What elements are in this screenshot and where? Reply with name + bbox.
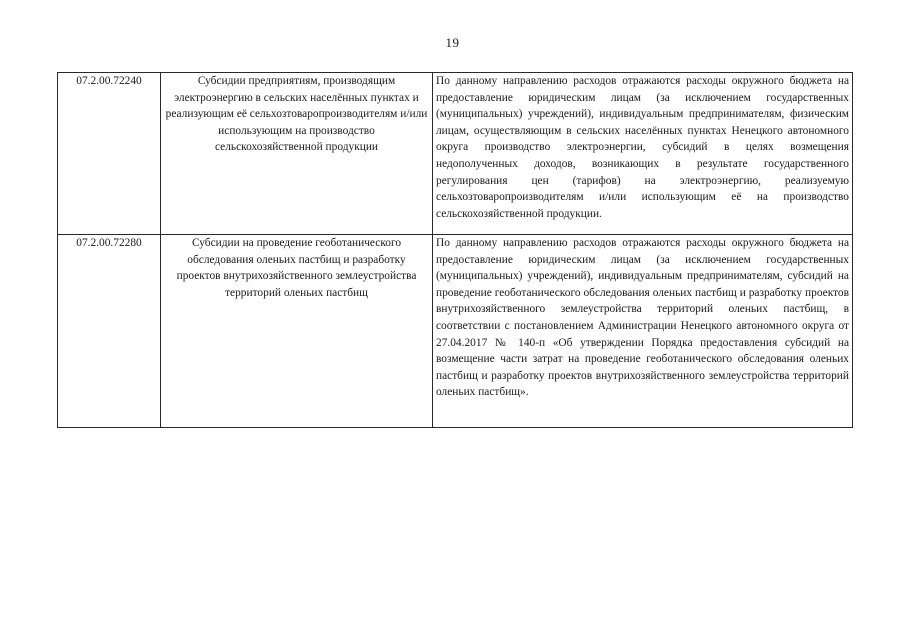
- expense-description-cell: По данному направлению расходов отражаются расходы окружного бюджета на предоставление юридическим лицам (за исключением государственных (муниципальных) учреждений), индивидуальным предпринимателям, субсидий на проведение геоботанического обследования оленьих пастбищ и разработку проектов внутрихозяйственного землеустройства территорий оленьих пастбищ, в соответствии с постановлением Администрации Ненецкого автономного округа от 27.04.2017 № 140-п «Об утверждении Порядка предоставления субсидий на возмещение части затрат на проведение геоботанического обследования оленьих пастбищ и разработку проектов внутрихозяйственного землеустройства территорий оленьих пастбищ».: [433, 235, 853, 428]
- expense-code-cell: 07.2.00.72240: [58, 73, 161, 235]
- expense-code-cell: 07.2.00.72280: [58, 235, 161, 428]
- table-row: [58, 73, 853, 235]
- expense-name-cell: Субсидии предприятиям, производящим электроэнергию в сельских населённых пунктах и реализующим её сельхозтоваропроизводителям и/или использующим на производство сельскохозяйственной продукции: [161, 73, 433, 235]
- expense-description-cell: По данному направлению расходов отражаются расходы окружного бюджета на предоставление юридическим лицам (за исключением государственных (муниципальных) учреждений), индивидуальным предпринимателям, физическим лицам, осуществляющим в сельских населённых пунктах Ненецкого автономного округа производство электроэнергии, субсидий в целях возмещения недополученных доходов, возникающих в результате государственного регулирования цен (тарифов) на электроэнергию, реализуемую сельхозтоваропроизводителям и/или использующим её на производство сельскохозяйственной продукции.: [433, 73, 853, 235]
- page-number: 19: [445, 35, 460, 50]
- table-row: [58, 235, 853, 428]
- expense-name-cell: Субсидии на проведение геоботанического обследования оленьих пастбищ и разработку проектов внутрихозяйственного землеустройства территорий оленьих пастбищ: [161, 235, 433, 428]
- budget-classification-table: [57, 72, 853, 428]
